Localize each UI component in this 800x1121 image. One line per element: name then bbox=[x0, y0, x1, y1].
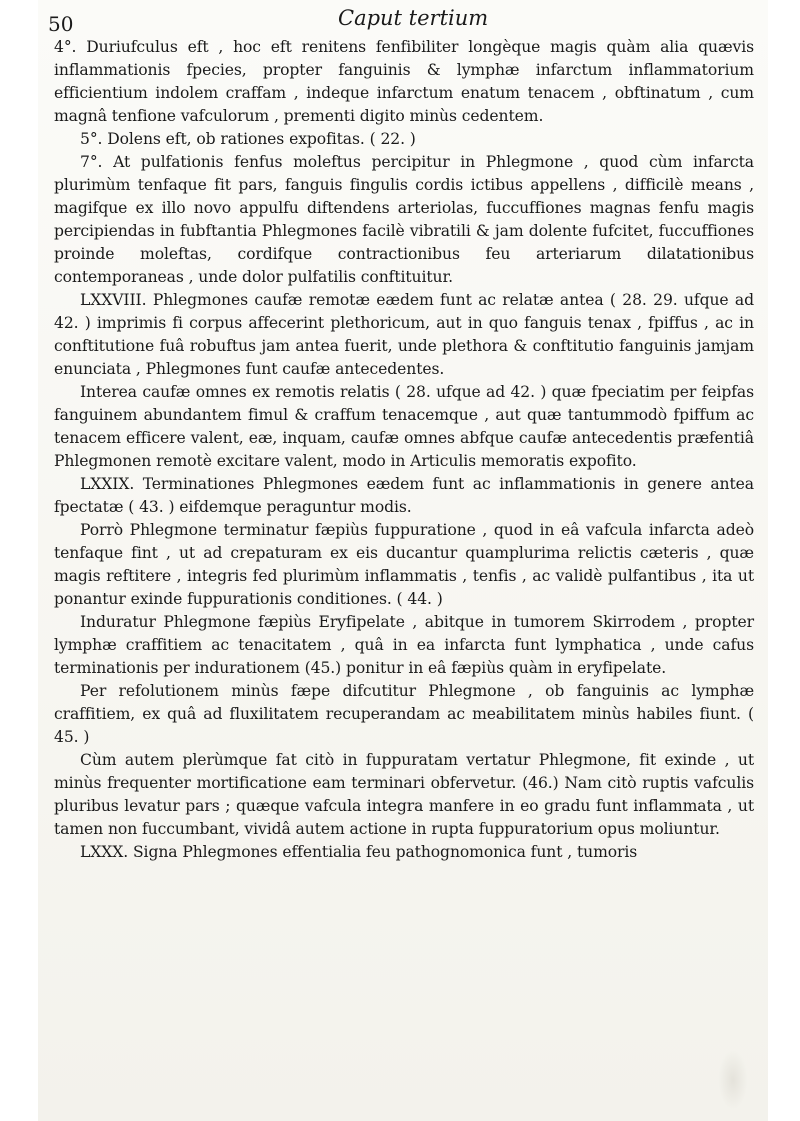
running-head: Caput tertium bbox=[338, 6, 489, 30]
paragraph-7: 7°. At pulfationis fenfus moleftus percipitur in Phlegmone , quod cùm infarcta plurimùm tenfaque fit pars, fanguis fingulis cordis ictibus appellens , difficilè means , magifque ex illo novo appulfu diftendens arteriolas, fuccuffiones magnas fenfu magis percipiendas in fubftantia Phlegmones facilè vibratili & jam dolente fufcitet, fuccuffiones proinde moleftas, cordifque contractionibus feu arteriarum dilatationibus contemporaneas , unde dolor pulfatilis conftituitur. bbox=[54, 153, 754, 286]
paragraph-5: 5°. Dolens eft, ob rationes expofitas. ( 22. ) bbox=[80, 130, 416, 148]
page-header bbox=[38, 0, 768, 40]
book-page bbox=[38, 0, 768, 1121]
paragraph-lxxix-resolutio: Per refolutionem minùs fæpe difcutitur Phlegmone , ob fanguinis ac lymphæ craffitiem, ex quâ ad fluxilitatem recuperandam ac meabilitatem minùs habiles fiunt. ( 45. ) bbox=[54, 682, 754, 746]
page-number: 50 bbox=[48, 12, 74, 36]
paragraph-lxxix-cum: Cùm autem plerùmque fat citò in fuppuratam vertatur Phlegmone, fit exinde , ut minùs frequenter mortificatione eam terminari obfervetur. (46.) Nam citò ruptis vafculis pluribus levatur pars ; quæque vafcula integra manfere in eo gradu funt inflammata , ut tamen non fuccumbant, vividâ autem actione in rupta fuppuratorium opus moliuntur. bbox=[54, 751, 754, 838]
paragraph-4: 4°. Duriufculus eft , hoc eft renitens fenfibiliter longèque magis quàm alia quævis inflammationis fpecies, propter fanguinis & lymphæ infarctum inflammatorium efficientium indolem craffam , indeque infarctum enatum tenacem , obftinatum , cum magnâ tenfione vafculorum , prementi digito minùs cedentem. bbox=[54, 38, 754, 125]
paragraph-lxxix: LXXIX. Terminationes Phlegmones eædem funt ac inflammationis in genere antea fpectatæ ( 43. ) eifdemque peraguntur modis. bbox=[54, 475, 754, 516]
paragraph-lxxx: LXXX. Signa Phlegmones effentialia feu pathognomonica funt , tumoris bbox=[80, 843, 638, 861]
paragraph-lxxviii-interea: Interea caufæ omnes ex remotis relatis ( 28. ufque ad 42. ) quæ fpeciatim per feipfas fanguinem abundantem fimul & craffum tenacemque , aut quæ tantummodò fpiffum ac tenacem efficere valent, eæ, inquam, caufæ omnes abfque caufæ antecedentis præfentiâ Phlegmonen remotè excitare valent, modo in Articulis memoratis expofito. bbox=[54, 383, 754, 470]
paragraph-lxxviii: LXXVIII. Phlegmones caufæ remotæ eædem funt ac relatæ antea ( 28. 29. ufque ad 42. ) imprimis fi corpus affecerint plethoricum, aut in quo fanguis tenax , fpiffus , ac in conftitutione fuâ robuftus jam antea fuerit, unde plethora & conftitutio fanguinis jamjam enunciata , Phlegmones funt caufæ antecedentes. bbox=[54, 291, 754, 378]
paragraph-lxxix-induratur: Induratur Phlegmone fæpiùs Eryfipelate , abitque in tumorem Skirrodem , propter lymphæ craffitiem ac tenacitatem , quâ in ea infarcta funt lymphatica , unde cafus terminationis per indurationem (45.) ponitur in eâ fæpiùs quàm in eryfipelate. bbox=[54, 613, 754, 677]
paper-stain bbox=[718, 1050, 748, 1110]
body-text bbox=[54, 36, 754, 864]
paragraph-lxxix-porro: Porrò Phlegmone terminatur fæpiùs fuppuratione , quod in eâ vafcula infarcta adeò tenfaque fint , ut ad crepaturam ex eis ducantur quamplurima relictis cæteris , quæ magis reftitere , integris fed plurimùm inflammatis , tenfis , ac validè pulfantibus , ita ut ponantur exinde fuppurationis conditiones. ( 44. ) bbox=[54, 521, 754, 608]
